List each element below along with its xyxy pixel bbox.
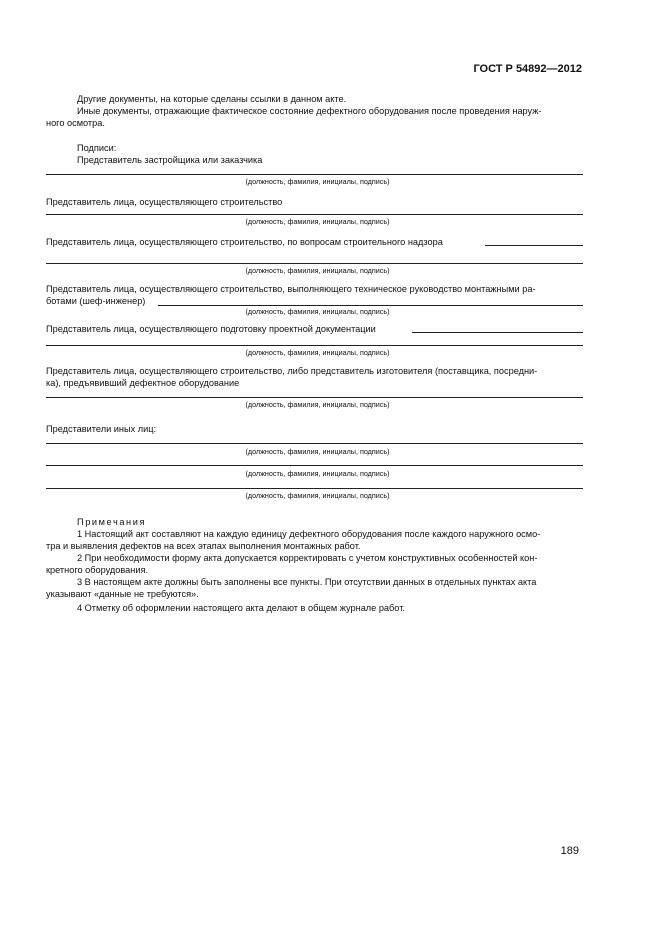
notes-title: Примечания <box>77 517 147 527</box>
signature-caption: (должность, фамилия, инициалы, подпись) <box>245 348 390 357</box>
note-3: 3 В настоящем акте должны быть заполнены все пункты. При отсутствии данных в отдельных пунктах акта <box>77 577 537 587</box>
sig-label-manufacturer-cont: ка), предъявивший дефектное оборудование <box>46 378 240 388</box>
signature-caption: (должность, фамилия, инициалы, подпись) <box>245 447 390 456</box>
sig-label-builder: Представитель лица, осуществляющего строительство <box>46 197 283 207</box>
signature-line <box>46 174 583 175</box>
signatures-heading: Подписи: <box>77 143 117 153</box>
signature-caption: (должность, фамилия, инициалы, подпись) <box>245 491 390 500</box>
signature-line <box>412 332 583 333</box>
sig-label-install-lead: Представитель лица, осуществляющего строительство, выполняющего техническое руководство монтажными ра- <box>46 284 536 294</box>
intro-line-2-cont: ного осмотра. <box>46 118 105 128</box>
signature-line <box>485 245 583 246</box>
note-1-cont: тра и выявления дефектов на всех этапах выполнения монтажных работ. <box>46 541 361 551</box>
sig-label-others: Представители иных лиц: <box>46 424 157 434</box>
sig-label-install-lead-cont: ботами (шеф-инженер) <box>46 296 146 306</box>
intro-line-2: Иные документы, отражающие фактическое состояние дефектного оборудования после проведения наруж- <box>77 106 542 116</box>
signature-caption: (должность, фамилия, инициалы, подпись) <box>245 469 390 478</box>
signature-line <box>158 305 583 306</box>
signature-caption: (должность, фамилия, инициалы, подпись) <box>245 400 390 409</box>
note-4: 4 Отметку об оформлении настоящего акта делают в общем журнале работ. <box>77 603 405 613</box>
note-3-cont: указывают «данные не требуются». <box>46 589 199 599</box>
note-2: 2 При необходимости форму акта допускается корректировать с учетом конструктивных особенностей кон- <box>77 553 538 563</box>
note-2-cont: кретного оборудования. <box>46 565 149 575</box>
signature-line <box>46 465 583 466</box>
sig-label-developer: Представитель застройщика или заказчика <box>77 155 263 165</box>
signature-line <box>46 214 583 215</box>
signature-caption: (должность, фамилия, инициалы, подпись) <box>245 266 390 275</box>
signature-caption: (должность, фамилия, инициалы, подпись) <box>245 217 390 226</box>
page-number: 189 <box>560 845 579 857</box>
sig-label-design: Представитель лица, осуществляющего подготовку проектной документации <box>46 324 376 334</box>
document-code: ГОСТ Р 54892—2012 <box>473 63 582 75</box>
signature-line <box>46 263 583 264</box>
sig-label-construction-supervision: Представитель лица, осуществляющего строительство, по вопросам строительного надзора <box>46 237 443 247</box>
signature-line <box>46 488 583 489</box>
signature-line <box>46 345 583 346</box>
intro-line-1: Другие документы, на которые сделаны ссылки в данном акте. <box>77 94 347 104</box>
signature-line <box>46 443 583 444</box>
signature-caption: (должность, фамилия, инициалы, подпись) <box>245 177 390 186</box>
note-1: 1 Настоящий акт составляют на каждую единицу дефектного оборудования после каждого наружного осмо- <box>77 529 541 539</box>
signature-line <box>46 397 583 398</box>
sig-label-manufacturer: Представитель лица, осуществляющего строительство, либо представитель изготовителя (поставщика, посредни- <box>46 366 538 376</box>
signature-caption: (должность, фамилия, инициалы, подпись) <box>245 307 390 316</box>
